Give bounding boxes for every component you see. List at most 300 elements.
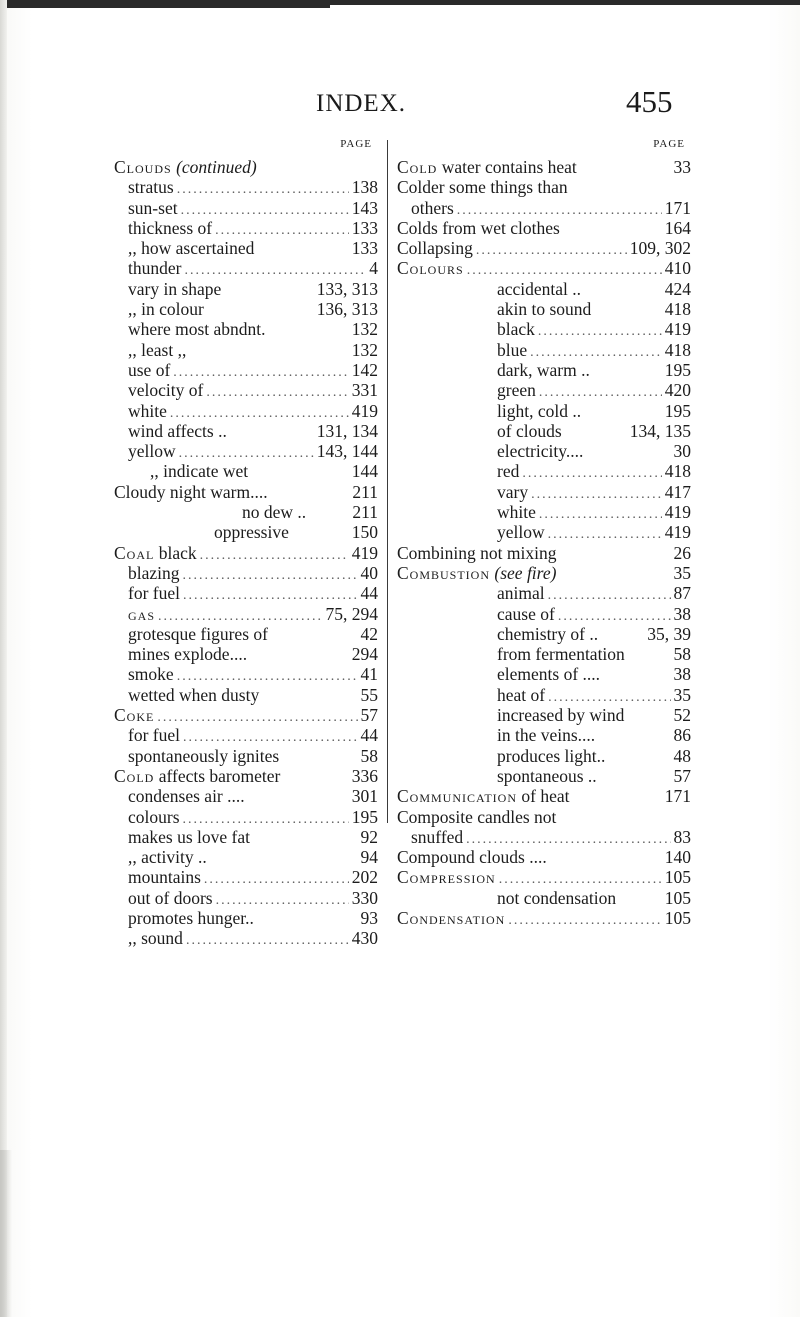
index-entry	[114, 685, 378, 705]
entry-text: ,, sound	[128, 928, 183, 949]
entry-term	[497, 664, 600, 684]
entry-term	[497, 746, 605, 766]
index-entry	[114, 157, 378, 177]
entry-heading: Cold	[114, 765, 155, 786]
entry-term	[497, 340, 527, 360]
entry-term	[397, 847, 547, 867]
index-entry	[397, 664, 691, 684]
dot-leader	[538, 322, 662, 342]
entry-term	[128, 441, 176, 461]
entry-text: vary	[497, 481, 529, 502]
index-entry	[114, 319, 378, 339]
entry-text: white	[128, 400, 167, 421]
entry-page-ref: 164	[664, 217, 691, 238]
entry-term	[497, 299, 591, 319]
entry-text: Cloudy night warm....	[114, 481, 268, 502]
index-entry	[114, 543, 378, 563]
entry-page-ref: 419	[664, 502, 691, 523]
index-entry	[114, 583, 378, 603]
entry-page-ref: 211	[352, 502, 378, 523]
entry-text: condenses air ....	[128, 786, 245, 807]
entry-text: colours	[128, 806, 180, 827]
entry-term	[397, 157, 577, 177]
entry-page-ref: 58	[673, 644, 691, 665]
entry-term	[128, 664, 174, 684]
page-top-edge-shadow	[0, 5, 330, 8]
entry-page-ref: 44	[360, 583, 378, 604]
book-spine-shadow	[0, 0, 7, 1317]
entry-term	[411, 827, 463, 847]
index-entry	[114, 664, 378, 684]
entry-term	[497, 401, 581, 421]
index-entry	[114, 380, 378, 400]
entry-heading: Communication	[397, 786, 518, 807]
entry-page-ref: 83	[673, 826, 691, 847]
entry-text: elements of ....	[497, 664, 601, 685]
entry-page-ref: 133, 313	[316, 278, 378, 299]
entry-term	[128, 360, 170, 380]
index-entry	[114, 624, 378, 644]
dot-leader	[539, 505, 662, 525]
index-entry	[397, 502, 691, 522]
index-column-left	[114, 137, 378, 949]
entry-term	[397, 807, 556, 827]
entry-page-ref: 195	[351, 806, 378, 827]
index-entry	[397, 157, 691, 177]
index-entry	[114, 421, 378, 441]
index-entry	[397, 583, 691, 603]
entry-page-ref: 418	[664, 339, 691, 360]
entry-page-ref: 105	[664, 907, 691, 928]
index-entry	[397, 360, 691, 380]
index-entry	[114, 218, 378, 238]
entry-page-ref: 419	[664, 319, 691, 340]
dot-leader	[476, 241, 627, 261]
entry-term	[128, 928, 183, 948]
entry-text: cause of	[497, 603, 555, 624]
index-entry	[397, 340, 691, 360]
entry-text: out of doors	[128, 887, 213, 908]
running-head-title: INDEX.	[316, 90, 407, 117]
index-entry	[397, 847, 691, 867]
dot-leader	[531, 485, 662, 505]
entry-page-ref: 419	[351, 542, 378, 563]
index-entry	[397, 218, 691, 238]
index-entry	[397, 705, 691, 725]
index-entry	[397, 421, 691, 441]
entry-page-ref: 430	[351, 928, 378, 949]
index-entry	[397, 908, 691, 928]
entry-text: affects barometer	[158, 765, 281, 786]
entry-page-ref: 330	[351, 887, 378, 908]
entry-text: ,, activity ..	[128, 847, 207, 868]
entry-page-ref: 58	[360, 745, 378, 766]
entry-term	[128, 238, 254, 258]
index-entry	[114, 786, 378, 806]
entry-text: Colder some things than	[397, 177, 568, 198]
entry-term	[497, 888, 616, 908]
entry-text: black	[158, 542, 197, 563]
entry-page-ref: 424	[664, 278, 691, 299]
entry-heading: Cold	[397, 157, 438, 177]
entry-term	[128, 299, 204, 319]
entry-text: wetted when dusty	[128, 684, 260, 705]
entry-text: increased by wind	[497, 705, 625, 726]
entry-note: (see fire)	[494, 562, 557, 583]
entry-term	[497, 522, 545, 542]
index-entry	[114, 238, 378, 258]
entry-text: others	[411, 197, 454, 218]
entry-term	[397, 177, 568, 197]
entry-text: Collapsing	[397, 238, 473, 259]
entry-list	[114, 157, 378, 949]
entry-page-ref: 301	[351, 786, 378, 807]
entry-term	[114, 543, 197, 563]
entry-heading: Colours	[397, 258, 464, 279]
entry-text: grotesque figures of	[128, 623, 268, 644]
entry-page-ref: 202	[351, 867, 378, 888]
index-entry	[114, 563, 378, 583]
entry-term	[497, 705, 624, 725]
entry-term	[497, 604, 555, 624]
index-entry	[397, 827, 691, 847]
index-entry	[114, 928, 378, 948]
index-entry	[397, 461, 691, 481]
entry-term	[497, 380, 536, 400]
entry-term	[128, 340, 186, 360]
entry-text: for fuel	[128, 583, 180, 604]
entry-page-ref: 420	[664, 380, 691, 401]
index-entry	[397, 604, 691, 624]
entry-text: mines explode....	[128, 644, 248, 665]
entry-term	[128, 786, 245, 806]
entry-page-ref: 195	[664, 400, 691, 421]
entry-text: oppressive	[214, 522, 289, 543]
entry-heading: Coke	[114, 705, 155, 726]
entry-page-ref: 331	[351, 380, 378, 401]
entry-term	[114, 705, 154, 725]
entry-page-ref: 294	[351, 644, 378, 665]
entry-term	[128, 380, 203, 400]
entry-text: thickness of	[128, 217, 213, 238]
entry-term	[497, 685, 545, 705]
entry-text: dark, warm ..	[497, 359, 590, 380]
entry-page-ref: 35	[673, 562, 691, 583]
entry-text: red	[497, 461, 520, 482]
index-entry	[114, 807, 378, 827]
entry-text: accidental ..	[497, 278, 582, 299]
entry-page-ref: 93	[360, 907, 378, 928]
entry-text: green	[497, 380, 536, 401]
index-entry	[397, 888, 691, 908]
entry-page-ref: 35	[673, 684, 691, 705]
index-entry	[397, 279, 691, 299]
entry-page-ref: 35, 39	[647, 623, 691, 644]
entry-page-ref: 87	[673, 583, 691, 604]
entry-page-ref: 40	[360, 562, 378, 583]
entry-text: stratus	[128, 177, 174, 198]
entry-term	[128, 847, 207, 867]
index-entry	[114, 279, 378, 299]
index-entry	[397, 786, 691, 806]
entry-text: water contains heat	[441, 157, 577, 177]
entry-term	[497, 502, 536, 522]
entry-term	[128, 867, 201, 887]
index-entry	[114, 482, 378, 502]
entry-page-ref: 419	[664, 522, 691, 543]
page-column-label: PAGE	[340, 138, 372, 150]
entry-term	[397, 563, 556, 583]
entry-page-ref: 52	[673, 705, 691, 726]
dot-leader	[177, 180, 349, 200]
entry-term	[397, 258, 464, 278]
entry-term	[128, 725, 180, 745]
index-entry	[397, 624, 691, 644]
entry-text: from fermentation	[497, 644, 625, 665]
dot-leader	[548, 586, 671, 606]
entry-text: not condensation	[497, 887, 617, 908]
entry-page-ref: 419	[351, 400, 378, 421]
entry-list	[397, 157, 691, 928]
entry-page-ref: 94	[360, 847, 378, 868]
entry-text: yellow	[128, 441, 176, 462]
entry-term	[128, 604, 155, 624]
index-entry	[397, 867, 691, 887]
index-entry	[397, 746, 691, 766]
entry-text: smoke	[128, 664, 174, 685]
entry-heading: Coal	[114, 542, 155, 563]
entry-term	[397, 867, 496, 887]
entry-text: velocity of	[128, 380, 204, 401]
entry-page-ref: 131, 134	[316, 420, 378, 441]
entry-term	[128, 746, 279, 766]
index-entry	[114, 198, 378, 218]
entry-text: no dew ..	[242, 502, 307, 523]
index-entry	[114, 644, 378, 664]
index-entry	[397, 685, 691, 705]
entry-page-ref: 132	[351, 319, 378, 340]
dot-leader	[200, 546, 349, 566]
entry-page-ref: 410	[664, 258, 691, 279]
entry-page-ref: 41	[360, 664, 378, 685]
entry-term	[150, 461, 248, 481]
index-entry	[397, 198, 691, 218]
entry-term	[128, 177, 174, 197]
entry-page-ref: 171	[664, 786, 691, 807]
column-divider	[387, 140, 388, 823]
entry-text: heat of	[497, 684, 546, 705]
entry-page-ref: 30	[673, 441, 691, 462]
entry-text: sun-set	[128, 197, 178, 218]
entry-text: use of	[128, 359, 171, 380]
entry-heading: Clouds	[114, 157, 172, 177]
index-entry	[114, 502, 378, 522]
index-entry	[114, 604, 378, 624]
entry-text: in the veins....	[497, 725, 596, 746]
index-entry	[397, 644, 691, 664]
index-entry	[397, 543, 691, 563]
index-entry	[397, 238, 691, 258]
entry-page-ref: 92	[360, 826, 378, 847]
entry-note: (continued)	[176, 157, 257, 177]
entry-text: thunder	[128, 258, 182, 279]
index-entry	[397, 258, 691, 278]
entry-text: electricity....	[497, 441, 584, 462]
entry-text: yellow	[497, 522, 545, 543]
entry-page-ref: 105	[664, 867, 691, 888]
entry-text: Colds from wet clothes	[397, 217, 560, 238]
entry-text: snuffed	[411, 826, 464, 847]
entry-term	[128, 319, 266, 339]
entry-text: blazing	[128, 562, 180, 583]
index-entry	[397, 319, 691, 339]
entry-page-ref: 105	[664, 887, 691, 908]
page-number: 455	[626, 84, 673, 119]
entry-term	[497, 441, 583, 461]
entry-text: spontaneous ..	[497, 765, 597, 786]
entry-term	[128, 218, 212, 238]
index-entry	[114, 888, 378, 908]
index-entry	[114, 299, 378, 319]
dot-leader	[183, 566, 358, 586]
entry-page-ref: 150	[351, 522, 378, 543]
entry-term	[128, 279, 221, 299]
entry-term	[497, 461, 519, 481]
entry-term	[128, 685, 259, 705]
entry-term	[497, 644, 625, 664]
entry-term	[497, 725, 595, 745]
entry-page-ref: 140	[664, 847, 691, 868]
entry-page-ref: 109, 302	[629, 238, 691, 259]
entry-term	[114, 482, 268, 502]
entry-page-ref: 48	[673, 745, 691, 766]
entry-text: blue	[497, 339, 528, 360]
entry-text: makes us love fat	[128, 826, 250, 847]
entry-page-ref: 86	[673, 725, 691, 746]
entry-page-ref: 143	[351, 197, 378, 218]
entry-page-ref: 38	[673, 664, 691, 685]
entry-text: akin to sound	[497, 299, 592, 320]
entry-text: where most abndnt.	[128, 319, 266, 340]
entry-term	[128, 583, 180, 603]
entry-term	[128, 624, 268, 644]
entry-term	[397, 908, 505, 928]
entry-text: ,, in colour	[128, 299, 204, 320]
index-entry	[397, 766, 691, 786]
entry-term	[397, 238, 473, 258]
index-entry	[397, 401, 691, 421]
entry-text: spontaneously ignites	[128, 745, 280, 766]
entry-term	[497, 624, 598, 644]
index-entry	[397, 807, 691, 827]
entry-page-ref: 4	[369, 258, 378, 279]
entry-term	[397, 218, 560, 238]
index-entry	[114, 725, 378, 745]
index-entry	[114, 441, 378, 461]
entry-page-ref: 211	[352, 481, 378, 502]
index-entry	[114, 908, 378, 928]
index-entry	[114, 401, 378, 421]
entry-text: light, cold ..	[497, 400, 582, 421]
entry-text: wind affects ..	[128, 420, 227, 441]
index-entry	[114, 827, 378, 847]
index-entry	[397, 725, 691, 745]
index-entry	[114, 258, 378, 278]
entry-text: mountains	[128, 867, 201, 888]
entry-term	[242, 502, 306, 522]
index-entry	[397, 563, 691, 583]
entry-page-ref: 417	[664, 481, 691, 502]
entry-page-ref: 133	[351, 217, 378, 238]
dot-leader	[186, 931, 349, 951]
entry-term	[128, 908, 254, 928]
dot-leader	[548, 525, 662, 545]
entry-term	[497, 482, 528, 502]
index-entry	[114, 177, 378, 197]
entry-page-ref: 75, 294	[325, 603, 378, 624]
entry-text: Composite candles not	[397, 806, 557, 827]
entry-page-ref: 42	[360, 623, 378, 644]
entry-heading: Condensation	[397, 907, 506, 928]
entry-term	[497, 360, 590, 380]
entry-term	[497, 583, 545, 603]
index-entry	[397, 522, 691, 542]
index-entry	[114, 461, 378, 481]
entry-page-ref: 144	[351, 461, 378, 482]
entry-heading: Combustion	[397, 562, 491, 583]
entry-text: of clouds	[497, 420, 562, 441]
entry-page-ref: 57	[360, 705, 378, 726]
entry-term	[411, 198, 454, 218]
dot-leader	[157, 708, 357, 728]
entry-term	[128, 888, 213, 908]
entry-text: ,, how ascertained	[128, 238, 255, 259]
entry-page-ref: 55	[360, 684, 378, 705]
entry-term	[397, 543, 556, 563]
entry-term	[114, 766, 280, 786]
entry-text: vary in shape	[128, 278, 222, 299]
entry-text: Compound clouds ....	[397, 847, 547, 868]
entry-term	[128, 401, 167, 421]
index-entry	[397, 380, 691, 400]
entry-text: produces light..	[497, 745, 606, 766]
entry-page-ref: 33	[673, 157, 691, 177]
page-column-label: PAGE	[653, 138, 685, 150]
entry-page-ref: 138	[351, 177, 378, 198]
entry-page-ref: 133	[351, 238, 378, 259]
entry-page-ref: 418	[664, 299, 691, 320]
entry-text: promotes hunger..	[128, 907, 254, 928]
entry-text: white	[497, 502, 536, 523]
index-entry	[114, 867, 378, 887]
entry-term	[128, 644, 247, 664]
entry-page-ref: 195	[664, 359, 691, 380]
entry-term	[214, 522, 289, 542]
entry-term	[128, 258, 181, 278]
entry-text: Combining not mixing	[397, 542, 557, 563]
entry-page-ref: 38	[673, 603, 691, 624]
dot-leader	[204, 870, 349, 890]
entry-term	[397, 786, 570, 806]
index-entry	[114, 705, 378, 725]
entry-text: of heat	[521, 786, 570, 807]
entry-heading: gas	[128, 603, 156, 624]
entry-page-ref: 132	[351, 339, 378, 360]
entry-page-ref: 171	[664, 197, 691, 218]
entry-page-ref: 136, 313	[316, 299, 378, 320]
index-entry	[397, 299, 691, 319]
index-entry	[114, 847, 378, 867]
